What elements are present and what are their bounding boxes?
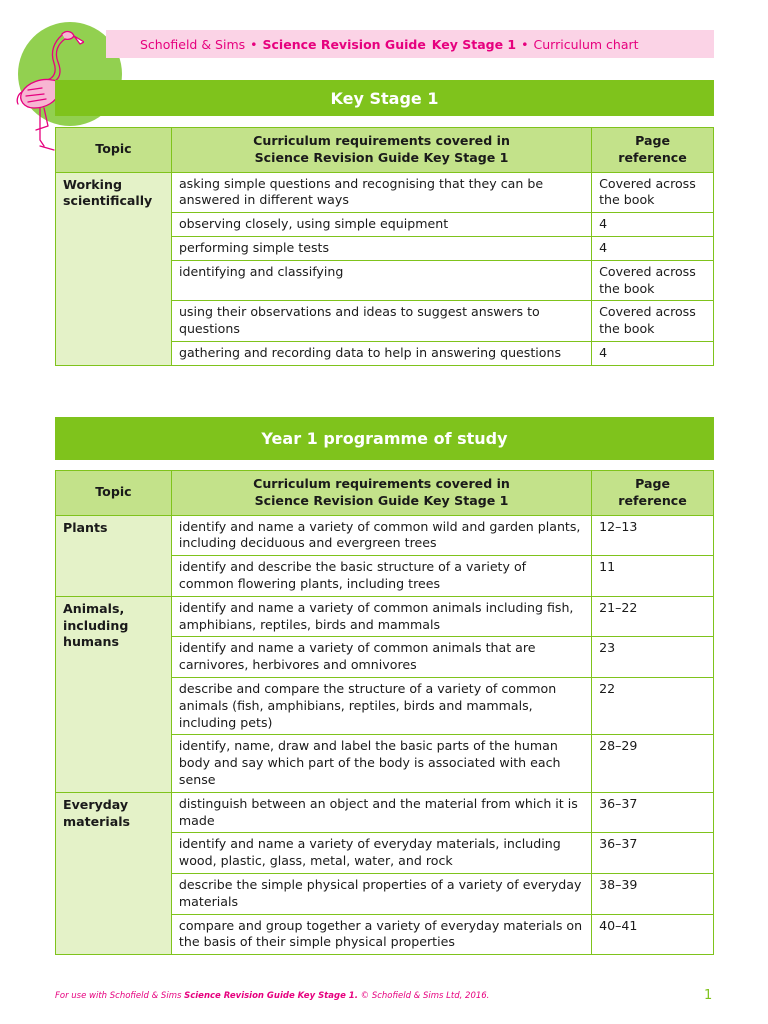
page-reference-cell: 21–22 <box>592 596 714 637</box>
page-reference-cell: 11 <box>592 556 714 597</box>
footer-text: For use with Schofield & Sims Science Revision Guide Key Stage 1. © Schofield & Sims Ltd, 2016. <box>55 991 490 1001</box>
table-row <box>56 172 714 213</box>
requirement-cell: identify and name a variety of common animals including fish, amphibians, reptiles, birds and mammals <box>171 596 591 637</box>
key-stage-label: Key Stage 1 <box>431 36 517 52</box>
requirement-cell: identify and name a variety of common animals that are carnivores, herbivores and omnivores <box>171 637 591 678</box>
topic-header: Topic <box>56 128 172 173</box>
page-reference-cell: 4 <box>592 341 714 365</box>
topic-cell: Everyday materials <box>56 792 172 954</box>
topic-cell: Working scientifically <box>56 172 172 365</box>
table-row <box>56 596 714 637</box>
requirements-header: Curriculum requirements covered in Science Revision Guide Key Stage 1 <box>171 128 591 173</box>
requirement-cell: identifying and classifying <box>171 260 591 301</box>
topic-header: Topic <box>56 471 172 516</box>
book-title: Science Revision Guide <box>262 36 426 52</box>
requirement-cell: gathering and recording data to help in answering questions <box>171 341 591 365</box>
page-reference-cell: 4 <box>592 236 714 260</box>
page-reference-cell: 23 <box>592 637 714 678</box>
requirement-cell: identify, name, draw and label the basic parts of the human body and say which part of the body is associated with each sense <box>171 735 591 792</box>
page-reference-cell: 36–37 <box>592 792 714 833</box>
page-reference-cell: 22 <box>592 677 714 734</box>
requirement-cell: using their observations and ideas to suggest answers to questions <box>171 301 591 342</box>
topic-cell: Animals, including humans <box>56 596 172 792</box>
requirement-cell: identify and name a variety of everyday materials, including wood, plastic, glass, metal, water, and rock <box>171 833 591 874</box>
section-name: Curriculum chart <box>533 36 639 52</box>
table-header-row <box>56 128 714 173</box>
page-reference-cell: 38–39 <box>592 873 714 914</box>
table-header-row <box>56 471 714 516</box>
requirement-cell: describe and compare the structure of a variety of common animals (fish, amphibians, reptiles, birds and mammals, including pets) <box>171 677 591 734</box>
requirement-cell: describe the simple physical properties of a variety of everyday materials <box>171 873 591 914</box>
page-reference-cell: 40–41 <box>592 914 714 955</box>
year1-table <box>55 470 714 955</box>
bullet: • <box>521 36 529 52</box>
section-title-key-stage: Key Stage 1 <box>55 80 714 116</box>
requirements-header: Curriculum requirements covered in Science Revision Guide Key Stage 1 <box>171 471 591 516</box>
footer-book-title: Science Revision Guide Key Stage 1. <box>184 991 358 1001</box>
header-bar <box>106 30 714 58</box>
requirement-cell: distinguish between an object and the material from which it is made <box>171 792 591 833</box>
requirement-cell: identify and describe the basic structure of a variety of common flowering plants, including trees <box>171 556 591 597</box>
page-number: 1 <box>704 988 713 1003</box>
requirement-cell: identify and name a variety of common wild and garden plants, including deciduous and evergreen trees <box>171 515 591 556</box>
bullet: • <box>250 36 258 52</box>
topic-cell: Plants <box>56 515 172 596</box>
table-row <box>56 515 714 556</box>
page-header: Page reference <box>592 128 714 173</box>
page-reference-cell: 12–13 <box>592 515 714 556</box>
requirement-cell: observing closely, using simple equipment <box>171 213 591 237</box>
requirement-cell: performing simple tests <box>171 236 591 260</box>
page-reference-cell: Covered across the book <box>592 260 714 301</box>
page-reference-cell: 28–29 <box>592 735 714 792</box>
section-title-year1: Year 1 programme of study <box>55 417 714 460</box>
publisher-name: Schofield & Sims <box>140 36 246 52</box>
page-reference-cell: Covered across the book <box>592 172 714 213</box>
table-row <box>56 792 714 833</box>
requirement-cell: asking simple questions and recognising that they can be answered in different ways <box>171 172 591 213</box>
page-reference-cell: 36–37 <box>592 833 714 874</box>
key-stage-table <box>55 127 714 366</box>
page-header: Page reference <box>592 471 714 516</box>
page-reference-cell: Covered across the book <box>592 301 714 342</box>
requirement-cell: compare and group together a variety of everyday materials on the basis of their simple physical properties <box>171 914 591 955</box>
page-reference-cell: 4 <box>592 213 714 237</box>
